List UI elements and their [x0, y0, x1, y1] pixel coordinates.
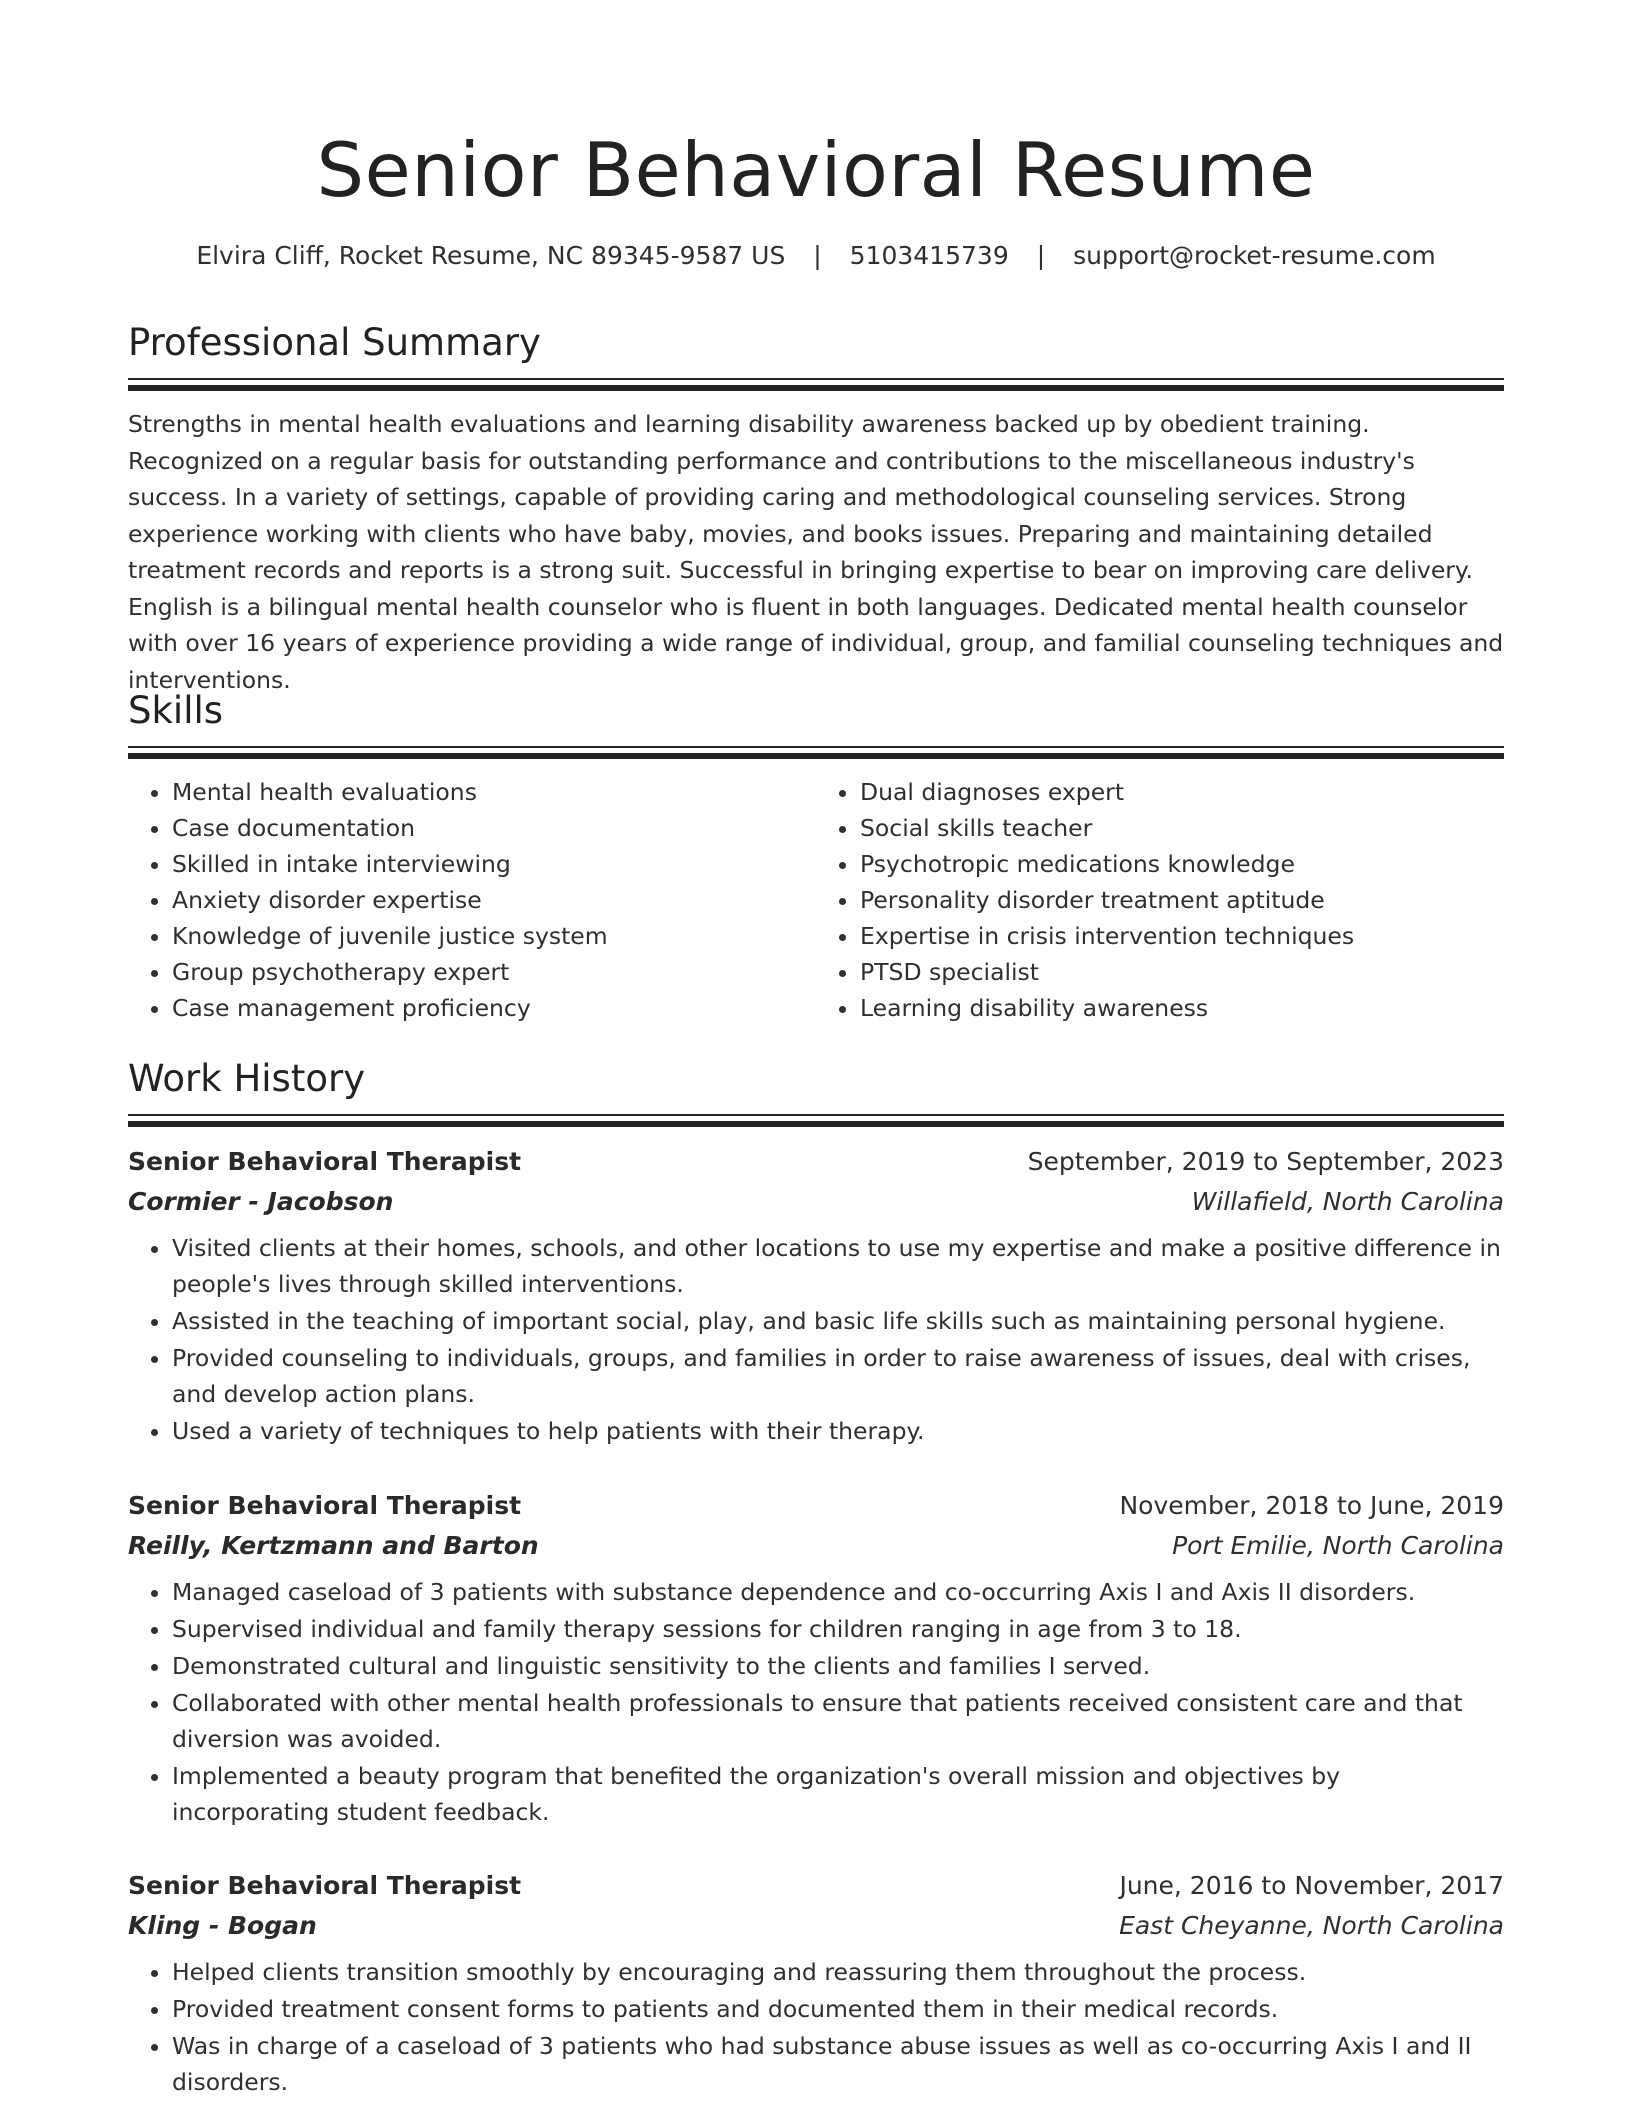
contact-line: [128, 238, 1504, 274]
contact-phone: 5103415739: [849, 241, 1009, 270]
section-rule: [128, 746, 1504, 748]
list-item: • Provided counseling to individuals, groups, and families in order to raise awareness of issues, deal with crises, and develop action plans.: [172, 1340, 1504, 1412]
job-location: East Cheyanne, North Carolina: [1119, 1911, 1504, 1940]
list-item: • Expertise in crisis intervention techniques: [860, 918, 1504, 954]
list-item: • Mental health evaluations: [172, 774, 816, 810]
list-item: • Used a variety of techniques to help patients with their therapy.: [172, 1413, 1504, 1449]
summary-text: Strengths in mental health evaluations and learning disability awareness backed up by obedient training. Recognized on a regular basis for outstanding performance and contributions to the miscellaneous industry's success. In a variety of settings, capable of providing caring and methodological counseling services. Strong experience working with clients who have baby, movies, and books issues. Preparing and maintaining detailed treatment records and reports is a strong suit. Successful in bringing expertise to bear on improving care delivery. English is a bilingual mental health counselor who is fluent in both languages. Dedicated mental health counselor with over 16 years of experience providing a wide range of individual, group, and familial counseling techniques and interventions.: [128, 410, 1504, 694]
job-company: Reilly, Kertzmann and Barton: [128, 1531, 539, 1560]
job-header-row: [128, 1142, 1504, 1182]
job-entry: [128, 1866, 1504, 2101]
contact-address: Elvira Cliff, Rocket Resume, NC 89345-9587 US: [196, 241, 786, 270]
job-dates: June, 2016 to November, 2017: [1119, 1871, 1504, 1900]
list-item: • Learning disability awareness: [860, 990, 1504, 1026]
list-item: • Social skills teacher: [860, 810, 1504, 846]
list-item: • Collaborated with other mental health professionals to ensure that patients received consistent care and that diversion was avoided.: [172, 1685, 1504, 1757]
skills-list: [128, 774, 1504, 1026]
list-item: • Group psychotherapy expert: [172, 954, 816, 990]
list-item: • Implemented a beauty program that benefited the organization's overall mission and objectives by incorporating student feedback.: [172, 1758, 1504, 1830]
work-section-header: [128, 1054, 1504, 1127]
contact-separator: |: [1036, 241, 1046, 270]
job-subheader-row: [128, 1526, 1504, 1566]
list-item: • Assisted in the teaching of important social, play, and basic life skills such as maintaining personal hygiene.: [172, 1303, 1504, 1339]
job-location: Willafield, North Carolina: [1191, 1187, 1504, 1216]
skills-section-header: [128, 686, 1504, 759]
job-company: Kling - Bogan: [128, 1911, 317, 1940]
summary-heading: Professional Summary: [128, 321, 541, 364]
list-item: • Managed caseload of 3 patients with substance dependence and co-occurring Axis I and Axis II disorders.: [172, 1574, 1504, 1610]
job-title: Senior Behavioral Therapist: [128, 1491, 522, 1520]
job-entry: [128, 1486, 1504, 1831]
list-item: • Case documentation: [172, 810, 816, 846]
list-item: • Psychotropic medications knowledge: [860, 846, 1504, 882]
section-rule: [128, 753, 1504, 759]
section-rule: [128, 385, 1504, 391]
job-title: Senior Behavioral Therapist: [128, 1147, 522, 1176]
job-dates: September, 2019 to September, 2023: [1027, 1147, 1504, 1176]
list-item: • PTSD specialist: [860, 954, 1504, 990]
list-item: • Visited clients at their homes, schools, and other locations to use my expertise and make a positive difference in people's lives through skilled interventions.: [172, 1230, 1504, 1302]
list-item: • Demonstrated cultural and linguistic sensitivity to the clients and families I served.: [172, 1648, 1504, 1684]
job-bullets: [128, 1954, 1504, 2100]
list-item: • Anxiety disorder expertise: [172, 882, 816, 918]
skills-heading: Skills: [128, 689, 224, 732]
job-bullets: [128, 1574, 1504, 1830]
work-heading: Work History: [128, 1057, 366, 1100]
job-dates: November, 2018 to June, 2019: [1119, 1491, 1504, 1520]
job-title: Senior Behavioral Therapist: [128, 1871, 522, 1900]
job-location: Port Emilie, North Carolina: [1172, 1531, 1504, 1560]
list-item: • Was in charge of a caseload of 3 patients who had substance abuse issues as well as co-occurring Axis I and II disorders.: [172, 2028, 1504, 2100]
list-item: • Provided treatment consent forms to patients and documented them in their medical records.: [172, 1991, 1504, 2027]
job-entry: [128, 1142, 1504, 1450]
section-rule: [128, 378, 1504, 380]
job-company: Cormier - Jacobson: [128, 1187, 394, 1216]
job-header-row: [128, 1486, 1504, 1526]
section-rule: [128, 1114, 1504, 1116]
skills-column-left: [128, 774, 816, 1026]
job-subheader-row: [128, 1906, 1504, 1946]
list-item: • Skilled in intake interviewing: [172, 846, 816, 882]
section-rule: [128, 1121, 1504, 1127]
job-header-row: [128, 1866, 1504, 1906]
list-item: • Dual diagnoses expert: [860, 774, 1504, 810]
job-subheader-row: [128, 1182, 1504, 1222]
contact-separator: |: [813, 241, 822, 270]
job-bullets: [128, 1230, 1504, 1449]
resume-title: Senior Behavioral Resume: [316, 126, 1316, 214]
list-item: • Supervised individual and family therapy sessions for children ranging in age from 3 to 18.: [172, 1611, 1504, 1647]
list-item: • Knowledge of juvenile justice system: [172, 918, 816, 954]
list-item: • Helped clients transition smoothly by encouraging and reassuring them throughout the process.: [172, 1954, 1504, 1990]
skills-column-right: [816, 774, 1504, 1026]
contact-email: support@rocket-resume.com: [1073, 241, 1436, 270]
summary-section-header: [128, 318, 1504, 391]
list-item: • Case management proficiency: [172, 990, 816, 1026]
list-item: • Personality disorder treatment aptitude: [860, 882, 1504, 918]
